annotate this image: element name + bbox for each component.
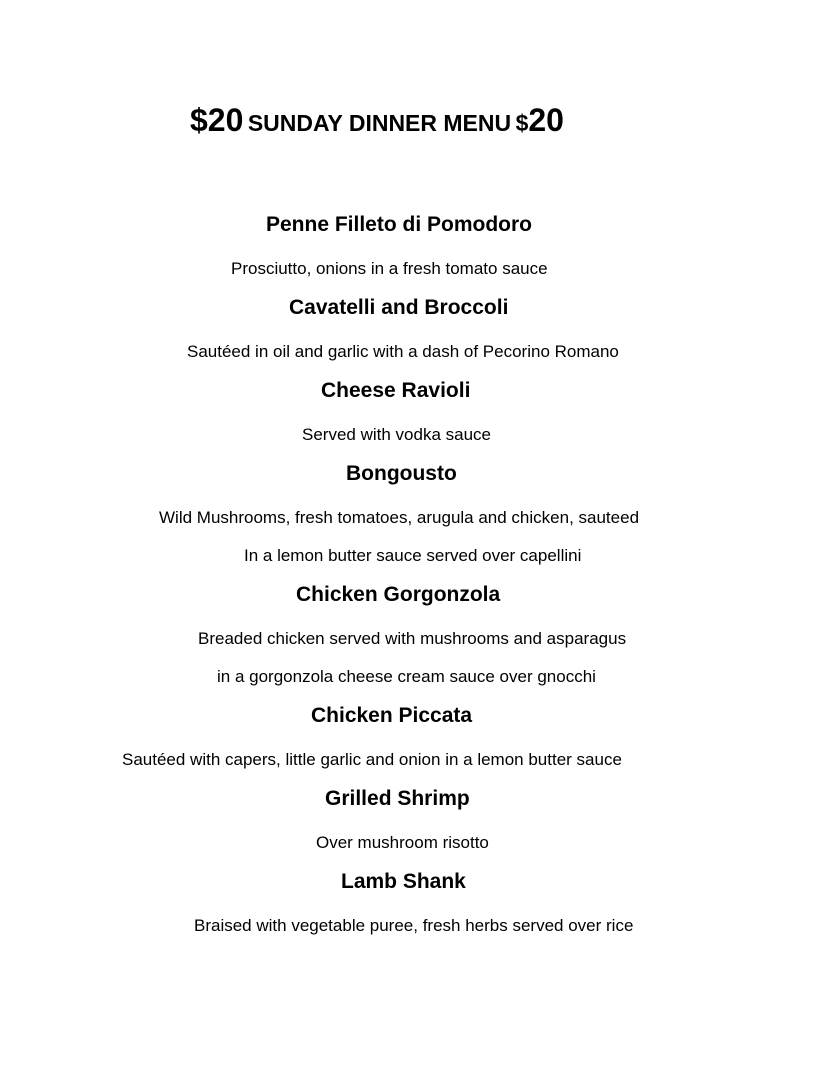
dish-description: Breaded chicken served with mushrooms and asparagus xyxy=(198,629,627,648)
dish-description: Sautéed in oil and garlic with a dash of Pecorino Romano xyxy=(187,342,619,361)
title-text: SUNDAY DINNER MENU xyxy=(247,110,512,136)
dish-description: In a lemon butter sauce served over capellini xyxy=(244,546,582,565)
dish-name: Penne Filleto di Pomodoro xyxy=(266,213,533,236)
dish-name: Cheese Ravioli xyxy=(321,379,471,402)
dish-name: Chicken Piccata xyxy=(311,704,473,727)
dish-name: Grilled Shrimp xyxy=(325,787,470,810)
dish-description: Wild Mushrooms, fresh tomatoes, arugula and chicken, sauteed xyxy=(159,508,640,527)
title-dollar-right: $ xyxy=(515,110,529,136)
dish-name: Chicken Gorgonzola xyxy=(296,583,501,606)
dish-name: Bongousto xyxy=(346,462,457,485)
title-price-right: 20 xyxy=(528,102,564,138)
dish-description: in a gorgonzola cheese cream sauce over gnocchi xyxy=(217,667,596,686)
dish-description: Sautéed with capers, little garlic and onion in a lemon butter sauce xyxy=(122,750,622,769)
dish-name: Cavatelli and Broccoli xyxy=(289,296,509,319)
title-price-left: $20 xyxy=(190,102,244,138)
dish-name: Lamb Shank xyxy=(341,870,466,893)
dish-description: Served with vodka sauce xyxy=(302,425,491,444)
dish-description: Braised with vegetable puree, fresh herbs served over rice xyxy=(194,916,634,935)
menu-title xyxy=(190,104,564,136)
dish-description: Over mushroom risotto xyxy=(316,833,489,852)
dish-description: Prosciutto, onions in a fresh tomato sauce xyxy=(231,259,548,278)
